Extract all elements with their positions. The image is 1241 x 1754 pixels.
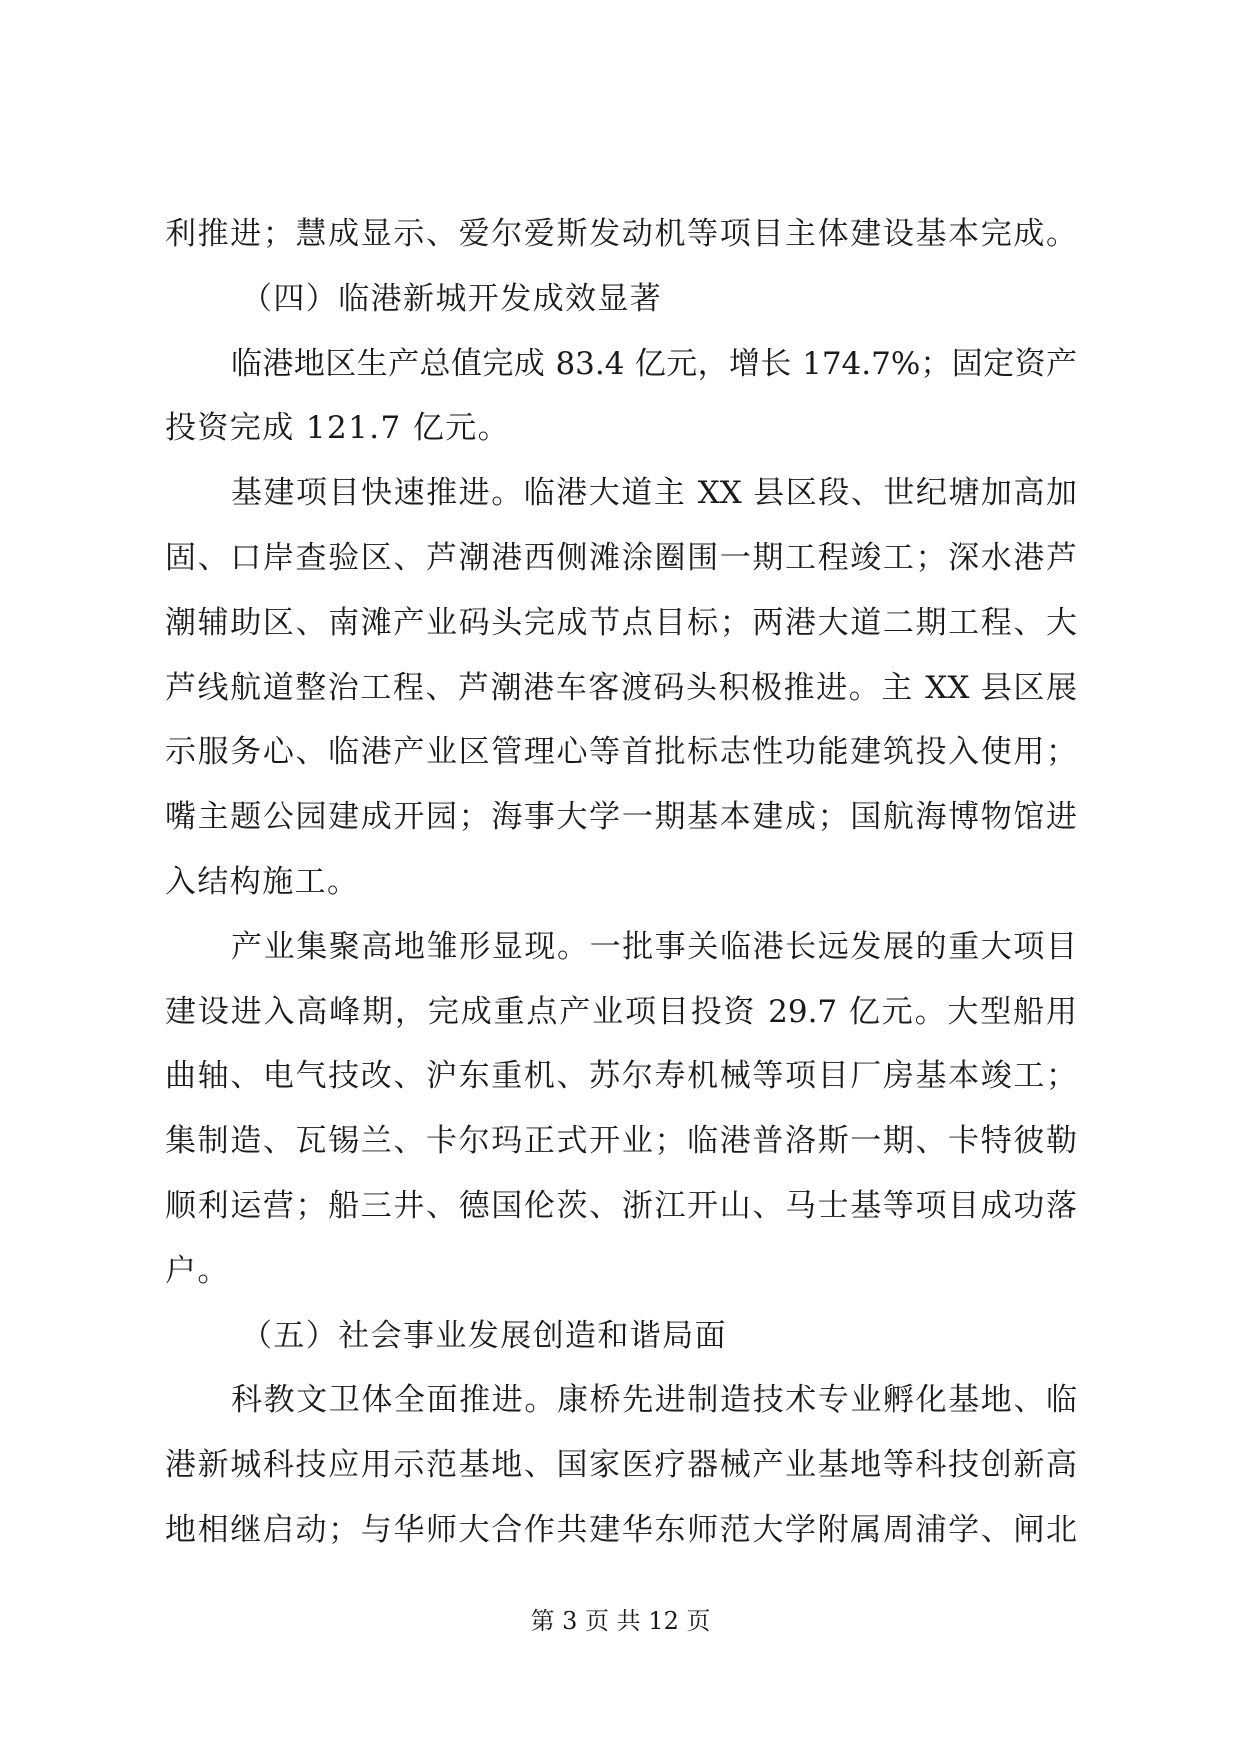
paragraph-line: 集制造、瓦锡兰、卡尔玛正式开业；临港普洛斯一期、卡特彼勒 bbox=[165, 1123, 1077, 1160]
paragraph-line: 示服务心、临港产业区管理心等首批标志性功能建筑投入使用； bbox=[165, 734, 1077, 771]
paragraph-line: 科教文卫体全面推进。康桥先进制造技术专业孵化基地、临 bbox=[231, 1382, 1077, 1419]
paragraph-line: 基建项目快速推进。临港大道主 XX 县区段、世纪塘加高加 bbox=[231, 475, 1077, 512]
section-heading: （四）临港新城开发成效显著 bbox=[241, 280, 663, 317]
paragraph-line: 嘴主题公园建成开园；海事大学一期基本建成；国航海博物馆进 bbox=[165, 799, 1077, 836]
paragraph-line: 入结构施工。 bbox=[165, 863, 360, 900]
paragraph-line: 投资完成 121.7 亿元。 bbox=[165, 410, 511, 447]
page-number-footer: 第 3 页 共 12 页 bbox=[530, 1607, 711, 1635]
paragraph-line: 利推进；慧成显示、爱尔爱斯发动机等项目主体建设基本完成。 bbox=[165, 216, 1077, 252]
paragraph-line: 芦线航道整治工程、芦潮港车客渡码头积极推进。主 XX 县区展 bbox=[165, 669, 1077, 706]
paragraph-line: 产业集聚高地雏形显现。一批事关临港长远发展的重大项目 bbox=[231, 928, 1077, 965]
paragraph-line: 固、口岸查验区、芦潮港西侧滩涂圈围一期工程竣工；深水港芦 bbox=[165, 539, 1077, 576]
section-heading: （五）社会事业发展创造和谐局面 bbox=[241, 1317, 727, 1354]
paragraph-line: 顺利运营；船三井、德国伦茨、浙江开山、马士基等项目成功落 bbox=[165, 1187, 1077, 1224]
paragraph-line: 建设进入高峰期，完成重点产业项目投资 29.7 亿元。大型船用 bbox=[165, 993, 1077, 1030]
paragraph-line: 户。 bbox=[165, 1252, 230, 1289]
document-body bbox=[165, 202, 1077, 1563]
paragraph-line: 港新城科技应用示范基地、国家医疗器械产业基地等科技创新高 bbox=[165, 1447, 1077, 1484]
paragraph-line: 地相继启动；与华师大合作共建华东师范大学附属周浦学、闸北 bbox=[165, 1511, 1077, 1548]
paragraph-line: 曲轴、电气技改、沪东重机、苏尔寿机械等项目厂房基本竣工； bbox=[165, 1058, 1077, 1095]
paragraph-line: 临港地区生产总值完成 83.4 亿元，增长 174.7%；固定资产 bbox=[231, 345, 1077, 382]
paragraph-line: 潮辅助区、南滩产业码头完成节点目标；两港大道二期工程、大 bbox=[165, 604, 1077, 641]
